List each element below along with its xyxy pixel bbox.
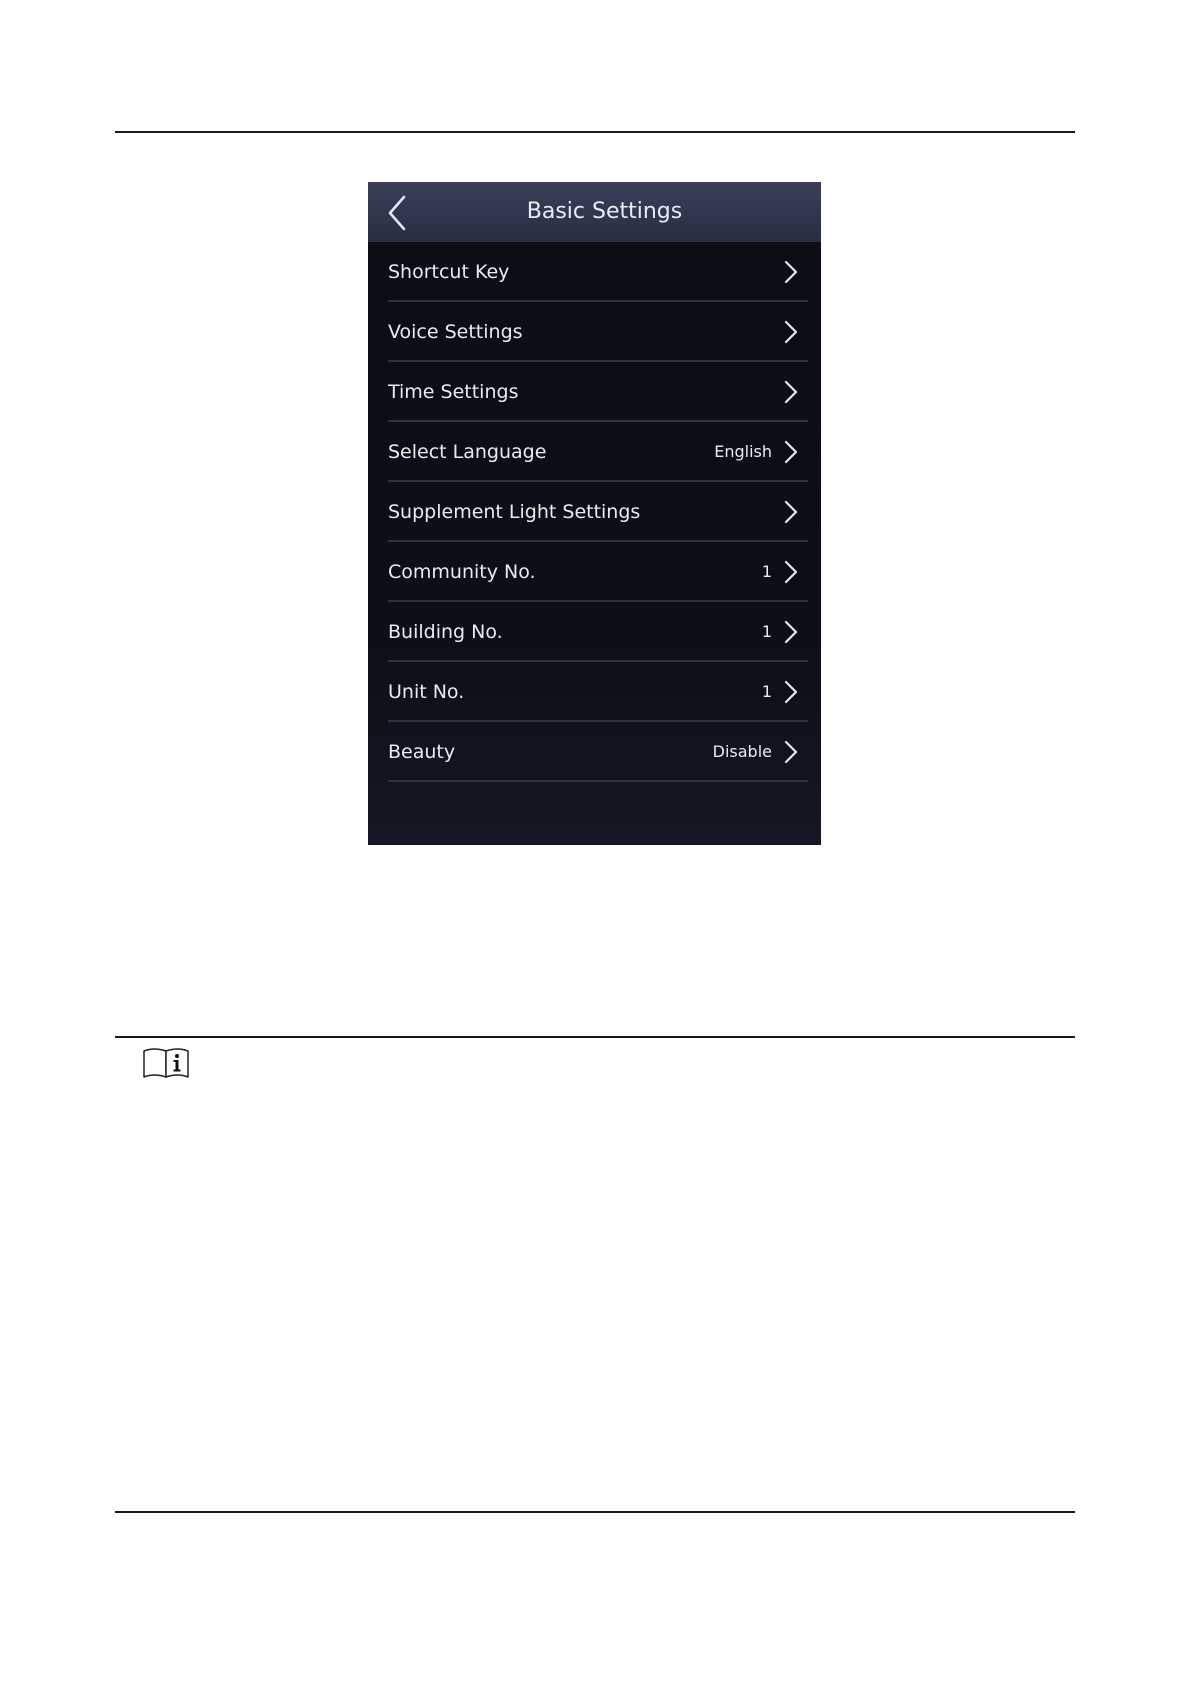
menu-item-label: Voice Settings (388, 321, 523, 343)
menu-item-value: 1 (761, 622, 772, 641)
menu-item-label: Beauty (388, 741, 456, 763)
menu-item-unit-no[interactable] (388, 662, 808, 722)
menu-item-building-no[interactable] (388, 602, 808, 662)
chevron-right-icon (782, 620, 800, 644)
header-rule (115, 131, 1075, 133)
device-screen (368, 182, 821, 845)
chevron-right-icon (782, 320, 800, 344)
menu-item-value: English (714, 442, 772, 461)
menu-item-shortcut-key[interactable] (388, 242, 808, 302)
chevron-right-icon (782, 560, 800, 584)
chevron-right-icon (782, 680, 800, 704)
chevron-right-icon (782, 440, 800, 464)
menu-item-label: Unit No. (388, 681, 465, 703)
settings-menu (388, 242, 808, 782)
chevron-left-icon (382, 194, 412, 232)
note-book-info-icon (142, 1045, 190, 1079)
menu-item-community-no[interactable] (388, 542, 808, 602)
menu-item-time-settings[interactable] (388, 362, 808, 422)
menu-item-label: Supplement Light Settings (388, 501, 641, 523)
menu-item-beauty[interactable] (388, 722, 808, 782)
menu-item-supplement-light-settings[interactable] (388, 482, 808, 542)
chevron-right-icon (782, 380, 800, 404)
menu-item-label: Building No. (388, 621, 503, 643)
menu-item-label: Shortcut Key (388, 261, 510, 283)
menu-item-value: 1 (761, 682, 772, 701)
menu-item-label: Time Settings (388, 381, 519, 403)
chevron-right-icon (782, 740, 800, 764)
menu-item-select-language[interactable] (388, 422, 808, 482)
chevron-right-icon (782, 260, 800, 284)
menu-item-voice-settings[interactable] (388, 302, 808, 362)
menu-item-value: 1 (761, 562, 772, 581)
menu-item-value: Disable (712, 742, 772, 761)
menu-item-label: Community No. (388, 561, 536, 583)
page-title: Basic Settings (526, 199, 683, 224)
note-rule (115, 1036, 1075, 1038)
menu-item-label: Select Language (388, 441, 547, 463)
footer-rule (115, 1511, 1075, 1513)
back-button[interactable] (382, 194, 412, 232)
chevron-right-icon (782, 500, 800, 524)
